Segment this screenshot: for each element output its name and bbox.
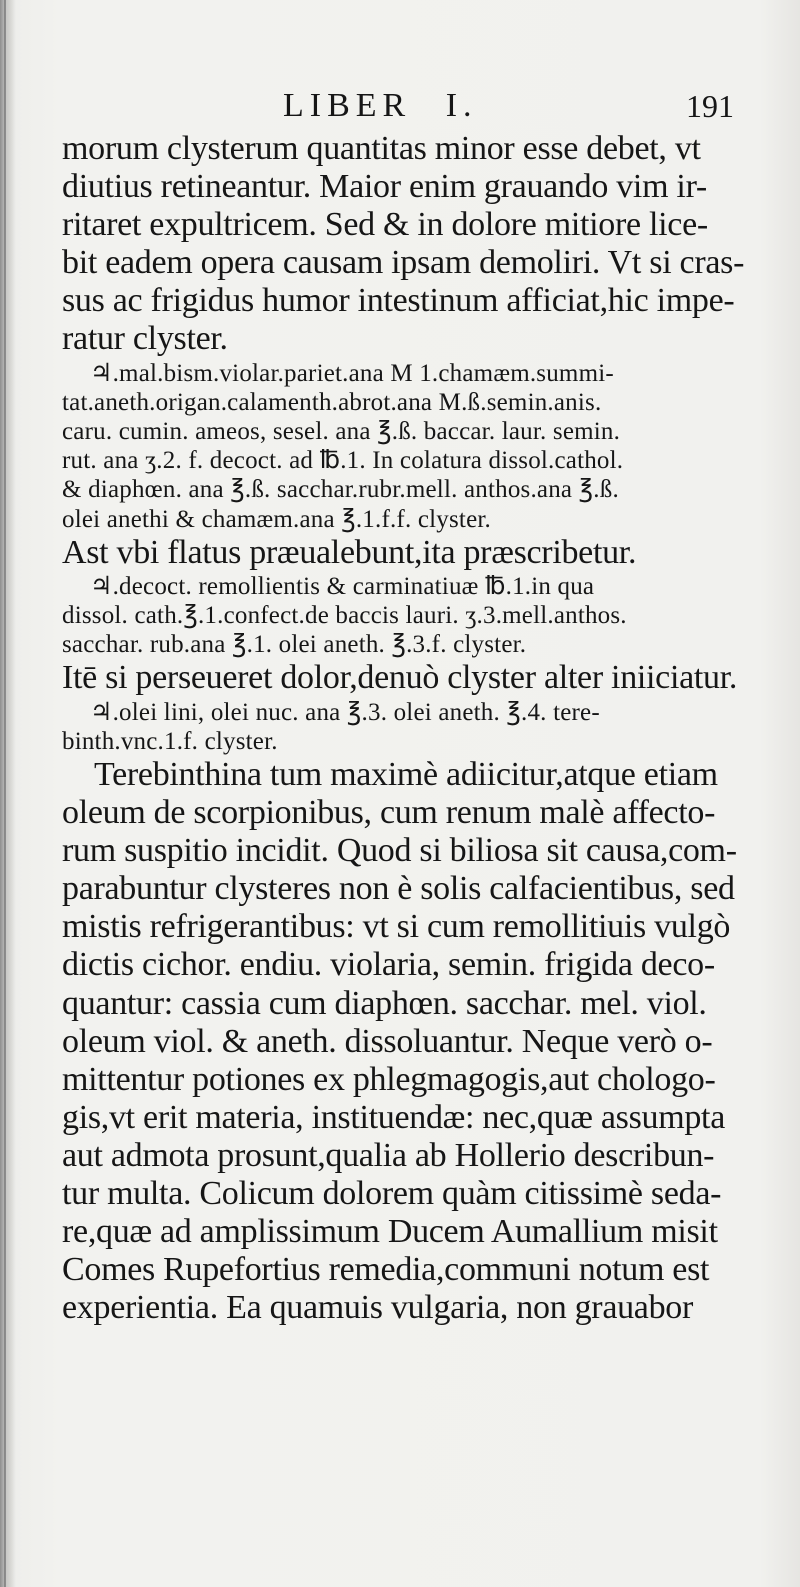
text-line: rum suspitio incidit. Quod si biliosa sit causa,com- (62, 832, 737, 870)
text-line: ♃.olei lini, olei nuc. ana ℥.3. olei aneth. ℥.4. tere- (90, 698, 600, 726)
text-line: caru. cumin. ameos, sesel. ana ℥.ß. baccar. laur. semin. (62, 417, 621, 445)
page-number: 191 (686, 88, 734, 124)
text-line: mittentur potiones ex phlegmagogis,aut chologo- (62, 1060, 716, 1098)
text-line: Terebinthina tum maximè adiicitur,atque etiam (94, 755, 718, 793)
text-line: diutius retineantur. Maior enim grauando vim ir- (62, 168, 707, 206)
text-line: Comes Rupefortius remedia,communi notum est (62, 1251, 710, 1289)
body-text (62, 130, 746, 1327)
text-line: sacchar. rub.ana ℥.1. olei aneth. ℥.3.f. clyster. (62, 631, 527, 659)
text-line: re,quæ ad amplissimum Ducem Aumallium misit (62, 1213, 718, 1251)
page-edge-line (4, 0, 6, 1587)
text-line: binth.vnc.1.f. clyster. (62, 727, 278, 755)
text-line: gis,vt erit materia, instituendæ: nec,quæ assumpta (62, 1098, 725, 1136)
text-line: tur multa. Colicum dolorem quàm citissimè seda- (62, 1175, 722, 1213)
text-line: oleum viol. & aneth. dissoluantur. Neque verò o- (62, 1022, 713, 1060)
text-line: & diaphœn. ana ℥.ß. sacchar.rubr.mell. anthos.ana ℥.ß. (62, 476, 619, 504)
text-line: dissol. cath.℥.1.confect.de baccis lauri. ʒ.3.mell.anthos. (62, 602, 627, 630)
text-line: ritaret expultricem. Sed & in dolore mitiore lice- (62, 206, 708, 244)
text-line: ♃.mal.bism.violar.pariet.ana M 1.chamæm.summi- (90, 359, 614, 387)
text-line: morum clysterum quantitas minor esse debet, vt (62, 130, 701, 167)
page-header (0, 86, 800, 126)
text-line: parabuntur clysteres non è solis calfacientibus, sed (62, 870, 735, 908)
running-head: LIBER I. (283, 87, 478, 124)
text-line: dictis cichor. endiu. violaria, semin. frigida deco- (62, 946, 715, 984)
text-line: rut. ana ʒ.2. f. decoct. ad ℔.1. In colatura dissol.cathol. (62, 447, 624, 475)
text-line: bit eadem opera causam ipsam demoliri. Vt si cras- (62, 244, 745, 282)
text-line: oleum de scorpionibus, cum renum malè affecto- (62, 794, 716, 832)
text-line: ♃.decoct. remollientis & carminatiuæ ℔.1.in qua (90, 572, 595, 600)
text-line: mistis refrigerantibus: vt si cum remollitiuis vulgò (62, 908, 731, 946)
text-line: aut admota prosunt,qualia ab Hollerio describun- (62, 1136, 715, 1174)
text-line: experientia. Ea quamuis vulgaria, non grauabor (62, 1289, 694, 1327)
text-line: tat.aneth.origan.calamenth.abrot.ana M.ß.semin.anis. (62, 388, 602, 416)
text-line: Ast vbi flatus præualebunt,ita præscribetur. (62, 533, 637, 571)
text-line: olei anethi & chamæm.ana ℥.1.f.f. clyster. (62, 505, 491, 533)
text-line: Itē si perseueret dolor,denuò clyster alter iniiciatur. (62, 659, 738, 697)
text-line: ratur clyster. (62, 320, 228, 358)
page-gutter-shadow (0, 0, 16, 1587)
text-line: quantur: cassia cum diaphœn. sacchar. mel. viol. (62, 984, 707, 1022)
text-line: sus ac frigidus humor intestinum afficiat,hic impe- (62, 282, 735, 320)
